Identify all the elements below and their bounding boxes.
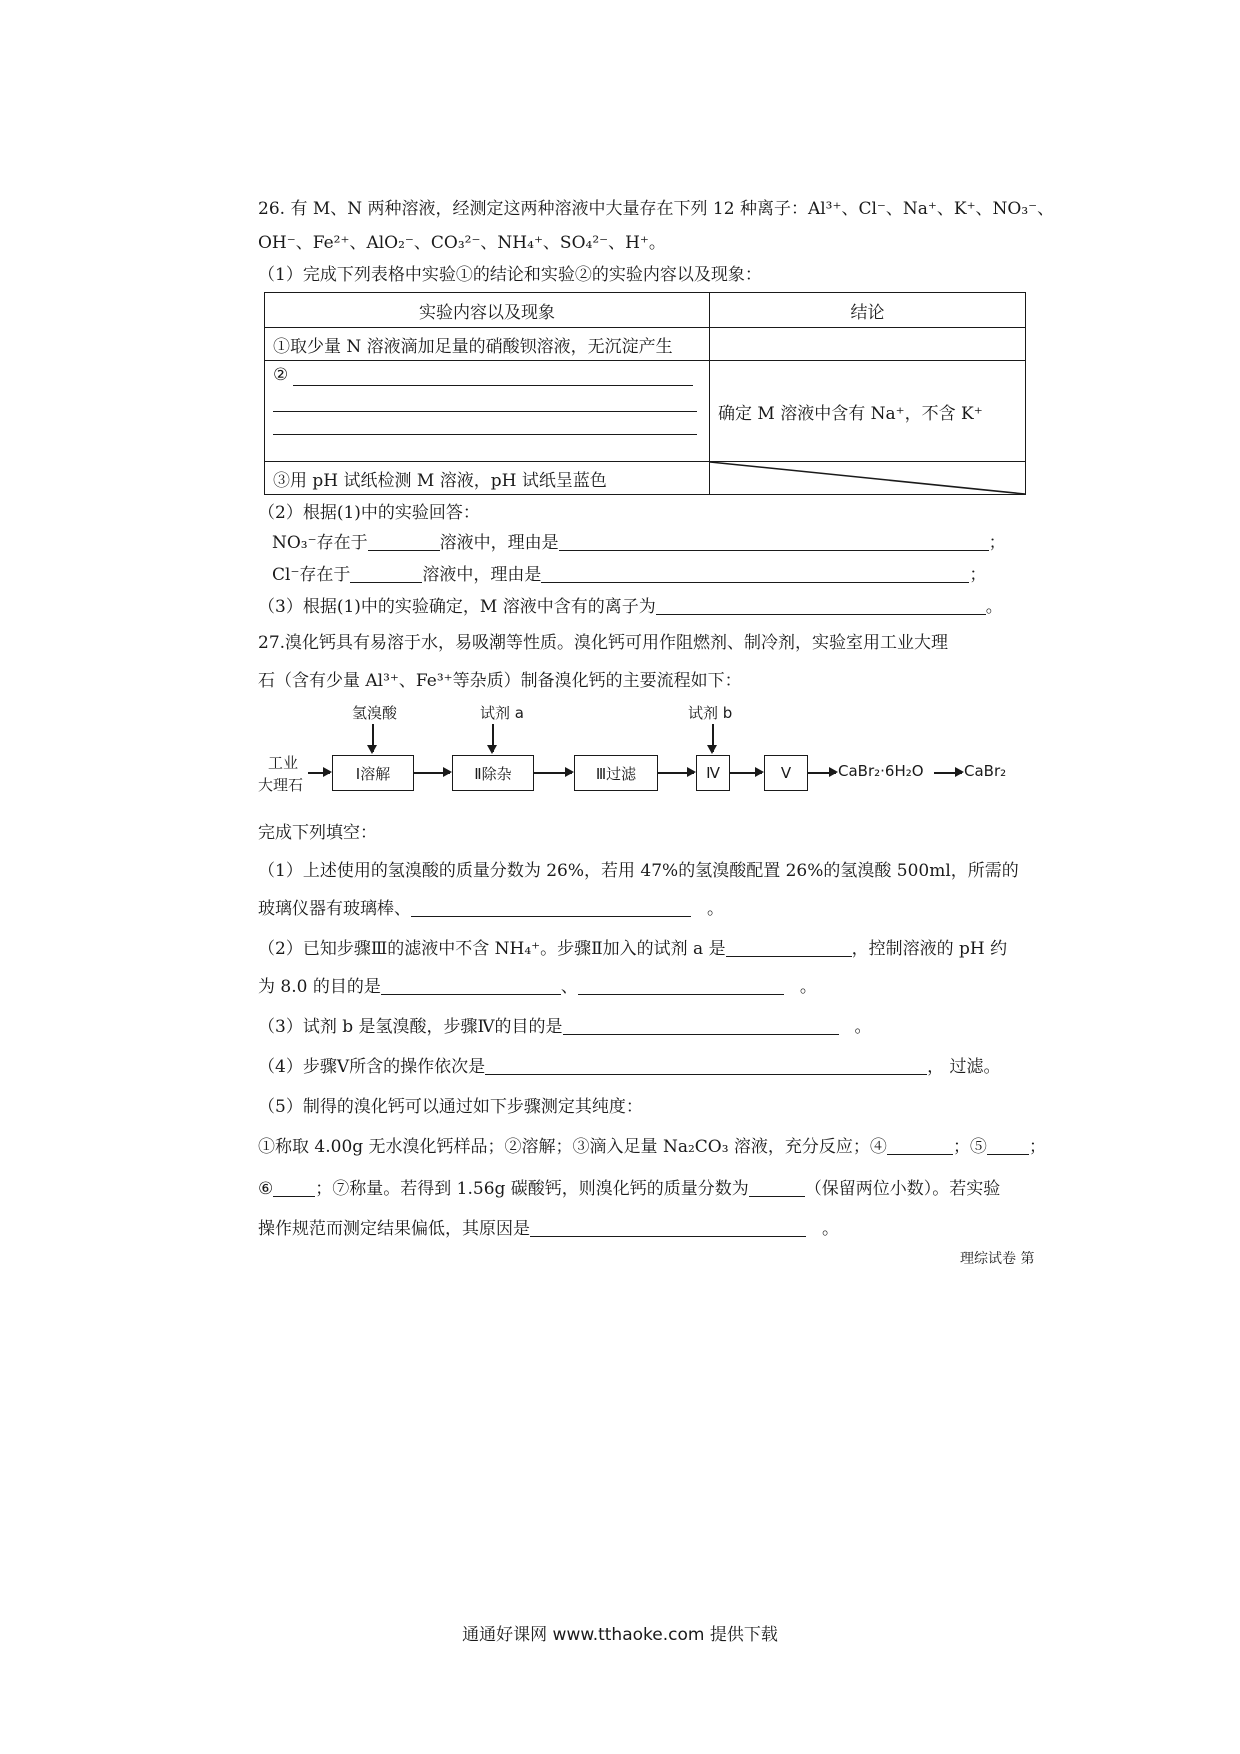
q27-p2-line-b [258,974,817,1000]
row2-conclusion: 确定 M 溶液中含有 Na⁺，不含 K⁺ [710,361,1026,462]
part3-label: （3）根据(1)中的实验确定，M 溶液中含有的离子为 [258,597,656,617]
page-mark: 理综试卷 第 [960,1251,1035,1267]
row3-conclusion-crossed [710,462,1026,495]
p4-label: （4）步骤Ⅴ所含的操作依次是 [258,1057,486,1077]
reagent-arrow [372,724,374,752]
q27-p1-line-a: （1）上述使用的氢溴酸的质量分数为 26%，若用 47%的氢溴酸配置 26%的氢溴酸 500ml，所需的 [258,861,1019,881]
row2-content-blank[interactable] [265,361,710,462]
no3-reason-label: 溶液中，理由是 [439,533,559,553]
cl-reason-label: 溶液中，理由是 [422,565,542,585]
q26-part1-prompt: （1）完成下列表格中实验①的结论和实验②的实验内容以及现象： [258,265,762,285]
q26-part2-prompt: （2）根据(1)中的实验回答： [258,503,480,523]
cl-solution-blank[interactable] [350,564,422,583]
glassware-blank[interactable] [411,898,691,917]
row1-conclusion-blank[interactable] [710,328,1026,361]
q26-part3-line [258,594,1003,620]
product-final: CaBr₂ [964,762,1007,780]
flow-arrow [534,772,572,774]
row2-answer-line [273,389,697,412]
reason-label: 操作规范而测定结果偏低，其原因是 [258,1219,530,1239]
step5-blank[interactable] [987,1136,1029,1155]
flow-arrow [658,772,694,774]
low-result-reason-blank[interactable] [530,1218,806,1237]
separator: ； [1028,1137,1046,1157]
footer-source: 通通好课网 www.tthaoke.com 提供下载 [462,1625,778,1645]
step6-blank[interactable] [273,1178,315,1197]
p5-steps-label: ①称取 4.00g 无水溴化钙样品；②溶解；③滴入足量 Na₂CO₃ 溶液，充分反应；④ [258,1137,887,1157]
start-label-1: 工业 [268,754,299,772]
p3-label: （3）试剂 b 是氢溴酸，步骤Ⅳ的目的是 [258,1017,563,1037]
period: 。 [707,899,724,919]
cl-label: Cl⁻存在于 [272,565,351,585]
start-label-2: 大理石 [258,776,304,794]
reagent-arrow [712,724,714,752]
row1-content: ①取少量 N 溶液滴加足量的硝酸钡溶液，无沉淀产生 [265,328,710,361]
separator: ； [988,533,1006,553]
product-hydrate: CaBr₂·6H₂O [838,762,924,780]
period: 。 [799,977,817,997]
no3-reason-blank[interactable] [559,532,989,551]
step6-label: ⑥ [258,1179,274,1199]
period: 。 [822,1219,839,1239]
flow-arrow [308,772,330,774]
p2-purpose-label: 为 8.0 的目的是 [258,977,381,997]
purpose-blank-2[interactable] [578,976,784,995]
q27-p5-steps-line-2 [258,1176,1000,1202]
period: 。 [854,1017,872,1037]
flow-arrow [730,772,762,774]
no3-label: NO₃⁻存在于 [272,533,368,553]
q26-intro-line-1: 26. 有 M、N 两种溶液，经测定这两种溶液中大量存在下列 12 种离子：Al³⁺、Cl⁻、Na⁺、K⁺、NO₃⁻、 [258,199,1055,219]
mass-fraction-tail: （保留两位小数）。若实验 [804,1179,1001,1199]
experiment-table [264,292,1026,495]
q26-cl-line [272,562,986,588]
table-header-row [265,293,1026,328]
reagent-b-label: 试剂 b [688,704,733,722]
step-dissolve: Ⅰ溶解 [332,755,414,791]
step-iv-purpose-blank[interactable] [563,1016,839,1035]
reagent-arrow [492,724,494,752]
q27-p1-line-b [258,896,724,922]
q27-intro-line-2: 石（含有少量 Al³⁺、Fe³⁺等杂质）制备溴化钙的主要流程如下： [258,671,742,691]
step-v: Ⅴ [764,755,808,791]
p1-label: 玻璃仪器有玻璃棒、 [258,899,411,919]
q27-p5-reason-line [258,1216,839,1242]
header-conclusion: 结论 [710,293,1026,328]
row3-content: ③用 pH 试纸检测 M 溶液，pH 试纸呈蓝色 [265,462,710,495]
table-row [265,328,1026,361]
flow-arrow [414,772,450,774]
q26-no3-line [272,530,1006,556]
step5-label: ；⑤ [952,1137,987,1157]
mass-fraction-blank[interactable] [749,1178,805,1197]
p2-label: （2）已知步骤Ⅲ的滤液中不含 NH₄⁺。步骤Ⅱ加入的试剂 a 是 [258,939,726,959]
table-row [265,361,1026,462]
no3-solution-blank[interactable] [368,532,440,551]
purpose-blank-1[interactable] [381,976,561,995]
separator: 、 [560,977,578,997]
table-row [265,462,1026,495]
row2-answer-line [273,412,697,435]
step-iv: Ⅳ [696,755,730,791]
q27-p4-line [258,1054,1001,1080]
flow-arrow [808,772,836,774]
flow-arrow [934,772,962,774]
step-filter: Ⅲ过滤 [574,755,658,791]
cl-reason-blank[interactable] [541,564,969,583]
header-content: 实验内容以及现象 [265,293,710,328]
diagonal-strike [710,462,1025,494]
q27-p3-line [258,1014,872,1040]
period: 。 [985,597,1003,617]
q27-intro-line-1: 27.溴化钙具有易溶于水，易吸潮等性质。溴化钙可用作阻燃剂、制冷剂，实验室用工业大理 [258,633,949,653]
operations-blank[interactable] [485,1056,927,1075]
step-purify: Ⅱ除杂 [452,755,534,791]
p4-tail: ， 过滤。 [927,1057,1001,1077]
q27-fill-prompt: 完成下列填空： [258,823,377,843]
step4-blank[interactable] [887,1136,953,1155]
q27-p2-line-a [258,936,1007,962]
m-ions-blank[interactable] [656,596,986,615]
reagent-a-label: 试剂 a [480,704,524,722]
q26-intro-line-2: OH⁻、Fe²⁺、AlO₂⁻、CO₃²⁻、NH₄⁺、SO₄²⁻、H⁺。 [258,233,666,253]
reagent-hbr-label: 氢溴酸 [352,704,398,722]
separator: ； [969,565,987,585]
p2-label-2: ，控制溶液的 pH 约 [851,939,1008,959]
reagent-a-blank[interactable] [726,938,852,957]
q27-p5-steps-line-1 [258,1134,1046,1160]
mass-fraction-label: ；⑦称量。若得到 1.56g 碳酸钙，则溴化钙的质量分数为 [315,1179,749,1199]
q27-p5-line: （5）制得的溴化钙可以通过如下步骤测定其纯度： [258,1097,643,1117]
row2-marker: ② [273,365,289,385]
row2-answer-line [293,367,693,386]
